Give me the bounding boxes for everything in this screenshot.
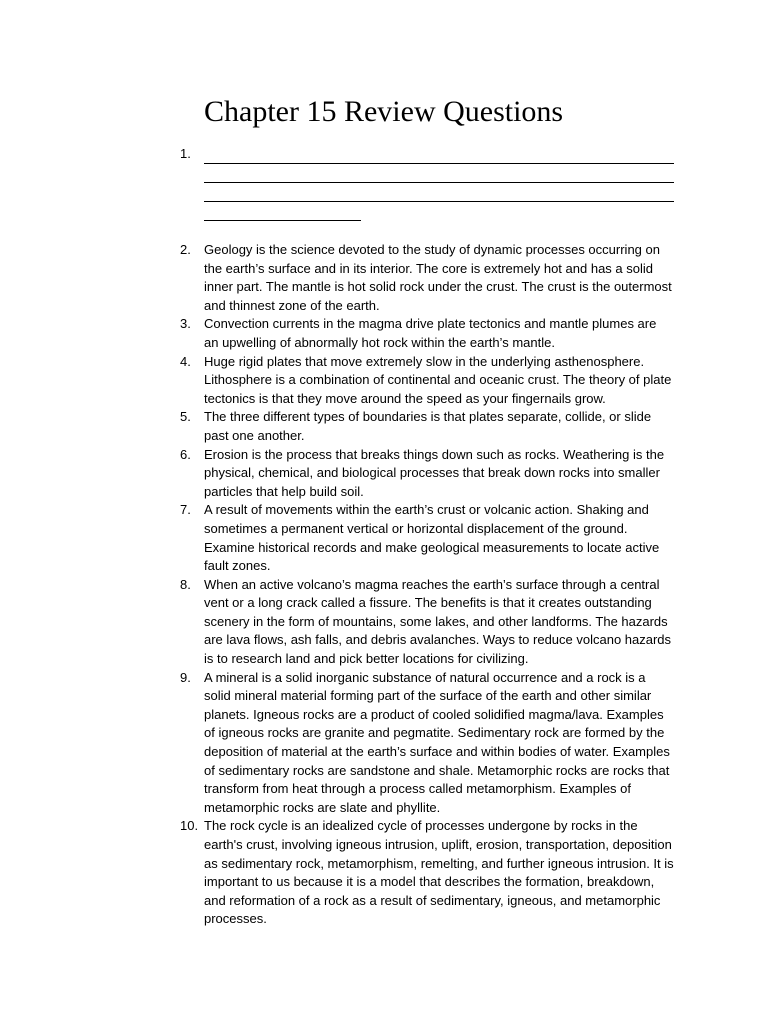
list-item [180, 315, 674, 352]
list-item [180, 353, 674, 409]
answer-blank-lines [204, 145, 674, 221]
answer-line [204, 201, 674, 202]
item-number: 8. [180, 576, 191, 592]
item-number: 1. [180, 146, 191, 161]
list-item [180, 817, 674, 929]
item-number: 9. [180, 669, 191, 685]
list-item [180, 501, 674, 575]
list-item [180, 408, 674, 445]
item-text: Convection currents in the magma drive plate tectonics and mantle plumes are an upwelling of abnormally hot rock within the earth’s mantle. [204, 316, 657, 350]
list-item [180, 669, 674, 818]
answer-line [204, 182, 674, 183]
list-item [180, 145, 674, 241]
page-title: Chapter 15 Review Questions [204, 95, 564, 128]
item-number: 2. [180, 242, 191, 257]
item-number: 6. [180, 446, 191, 462]
item-text: A result of movements within the earth’s crust or volcanic action. Shaking and sometimes a permanent vertical or horizontal displacement of the ground. Examine historical records and make geological measurements to locate active fault zones. [204, 502, 660, 574]
item-text: The three different types of boundaries is that plates separate, collide, or slide past one another. [204, 409, 652, 443]
item-text: The rock cycle is an idealized cycle of processes undergone by rocks in the earth's crust, involving igneous intrusion, uplift, erosion, transportation, deposition as sedimentary rock, metamorphism, remelting, and further igneous intrusion. It is important to us because it is a model that describes the formation, breakdown, and reformation of a rock as a result of sedimentary, igneous, and metamorphic processes. [204, 818, 674, 927]
item-text: Erosion is the process that breaks things down such as rocks. Weathering is the physical, chemical, and biological processes that break down rocks into smaller particles that help build soil. [204, 446, 665, 499]
item-text: Geology is the science devoted to the study of dynamic processes occurring on the earth’s surface and in its interior. The core is extremely hot and has a solid inner part. The mantle is hot solid rock under the crust. The crust is the outermost and thinnest zone of the earth. [204, 242, 672, 313]
item-text: Huge rigid plates that move extremely slow in the underlying asthenosphere. Lithosphere is a combination of continental and oceanic crust. The theory of plate tectonics is that they move around the speed as your fingernails grow. [204, 353, 672, 406]
item-text: When an active volcano’s magma reaches the earth’s surface through a central vent or a long crack called a fissure. The benefits is that it creates outstanding scenery in the form of mountains, some lakes, and other landforms. The hazards are lava flows, ash falls, and debris avalanches. Ways to reduce volcano hazards is to research land and pick better locations for civilizing. [204, 576, 672, 667]
item-number: 10. [180, 818, 199, 834]
list-item [180, 241, 674, 315]
item-text: A mineral is a solid inorganic substance of natural occurrence and a rock is a solid mineral material forming part of the surface of the earth and other similar planets. Igneous rocks are a product of cooled solidified magma/lava. Examples of igneous rocks are granite and pegmatite. Sedimentary rock are formed by the deposition of material at the earth’s surface and within bodies of water. Examples of sedimentary rocks are sandstone and shale. Metamorphic rocks are rocks that transform from heat through a process called metamorphism. Examples of metamorphic rocks are slate and phyllite. [204, 669, 670, 815]
item-number: 7. [180, 502, 191, 518]
list-item [180, 576, 674, 669]
item-number: 4. [180, 353, 191, 369]
answer-line [204, 163, 674, 164]
list-item [180, 446, 674, 502]
answer-line [204, 220, 361, 221]
question-list [180, 145, 674, 929]
item-number: 3. [180, 316, 191, 332]
item-number: 5. [180, 409, 191, 425]
